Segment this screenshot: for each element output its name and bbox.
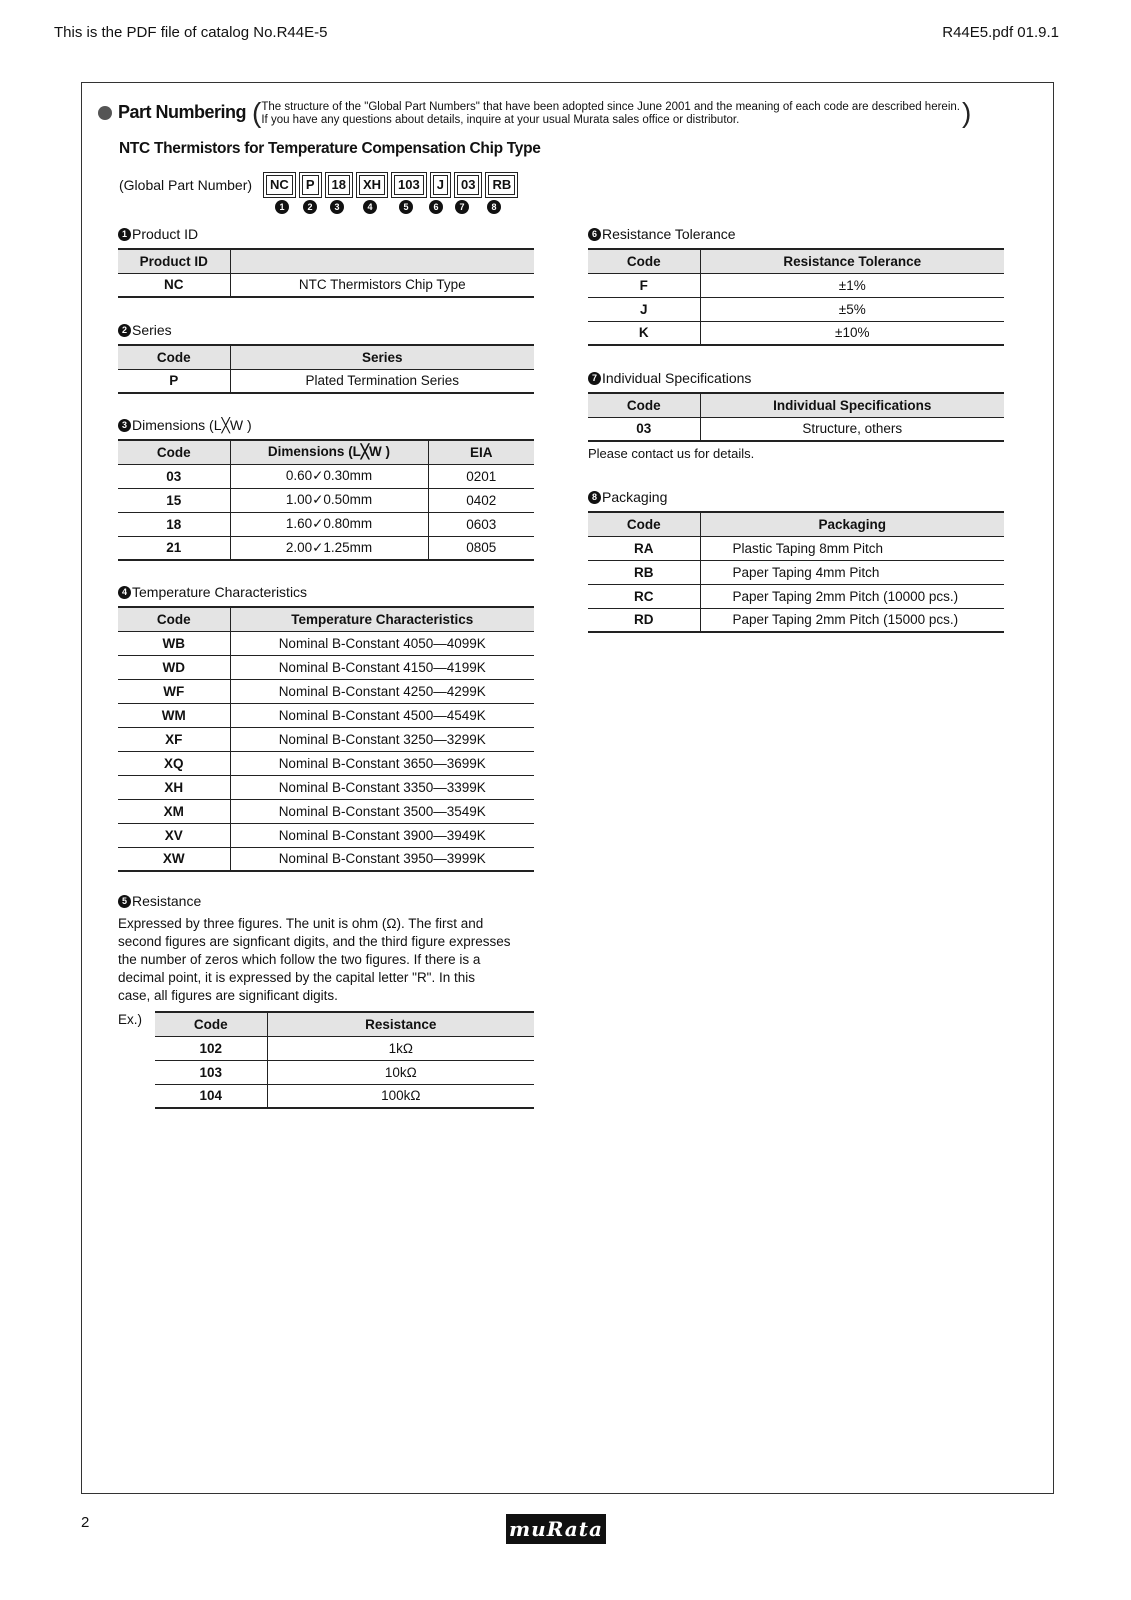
table-row bbox=[118, 488, 534, 512]
table-cell: WF bbox=[118, 679, 230, 703]
table-cell: 102 bbox=[155, 1036, 267, 1060]
packaging-table bbox=[588, 511, 1004, 633]
table-cell: RC bbox=[588, 584, 700, 608]
number-8-icon: 8 bbox=[588, 491, 601, 504]
table-header: Temperature Characteristics bbox=[230, 607, 534, 631]
table-row bbox=[118, 631, 534, 655]
resistance-table bbox=[155, 1011, 534, 1109]
table-row bbox=[118, 727, 534, 751]
section-individual bbox=[588, 368, 1004, 461]
description-line: Expressed by three figures. The unit is ohm (Ω). The first and bbox=[118, 916, 484, 931]
gpn-part: RB bbox=[488, 175, 515, 195]
table-cell: 15 bbox=[118, 488, 230, 512]
table-cell: 0201 bbox=[428, 464, 534, 488]
table-cell: WB bbox=[118, 631, 230, 655]
description-line: case, all figures are significant digits. bbox=[118, 988, 338, 1003]
gpn-part: 103 bbox=[394, 175, 424, 195]
table-cell: 10kΩ bbox=[267, 1060, 534, 1084]
table-cell: NTC Thermistors Chip Type bbox=[230, 273, 534, 297]
section-series bbox=[118, 320, 534, 394]
section-product-id bbox=[118, 224, 534, 298]
gpn-part: P bbox=[302, 175, 319, 195]
section-heading: Series bbox=[132, 322, 172, 338]
section-title bbox=[98, 97, 972, 128]
table-cell: 1.00✓0.50mm bbox=[230, 488, 428, 512]
section-resistance bbox=[118, 891, 534, 1109]
gpn-marker-7-icon: 7 bbox=[455, 200, 469, 214]
table-row bbox=[118, 751, 534, 775]
page-subtitle: NTC Thermistors for Temperature Compensation Chip Type bbox=[119, 140, 541, 157]
table-row bbox=[588, 321, 1004, 345]
table-cell: F bbox=[588, 273, 700, 297]
table-row bbox=[588, 560, 1004, 584]
page-title: Part Numbering bbox=[118, 102, 247, 122]
table-row bbox=[118, 655, 534, 679]
table-header bbox=[230, 249, 534, 273]
table-cell: 03 bbox=[118, 464, 230, 488]
table-cell: Plastic Taping 8mm Pitch bbox=[700, 536, 1004, 560]
table-cell: Nominal B-Constant 3250—3299K bbox=[230, 727, 534, 751]
table-cell: Structure, others bbox=[700, 417, 1004, 441]
table-row bbox=[588, 536, 1004, 560]
header-catalog-note: This is the PDF file of catalog No.R44E-5 bbox=[54, 24, 328, 41]
table-row bbox=[118, 847, 534, 871]
table-cell: 0805 bbox=[428, 536, 534, 560]
table-row bbox=[118, 679, 534, 703]
description-line: decimal point, it is expressed by the capital letter "R". In this bbox=[118, 970, 475, 985]
table-cell: Nominal B-Constant 4250—4299K bbox=[230, 679, 534, 703]
table-cell: Nominal B-Constant 3950—3999K bbox=[230, 847, 534, 871]
number-4-icon: 4 bbox=[118, 586, 131, 599]
section-heading: Temperature Characteristics bbox=[132, 584, 308, 600]
table-cell: XV bbox=[118, 823, 230, 847]
gpn-marker-2-icon: 2 bbox=[303, 200, 317, 214]
table-cell: 21 bbox=[118, 536, 230, 560]
table-cell: XQ bbox=[118, 751, 230, 775]
table-header: Code bbox=[118, 440, 230, 464]
table-cell: RB bbox=[588, 560, 700, 584]
close-paren: ) bbox=[961, 97, 972, 128]
title-note-1: The structure of the "Global Part Numbers" that have been adopted since June 2001 and the meaning of each code are described herein. bbox=[261, 101, 960, 113]
table-cell: XM bbox=[118, 799, 230, 823]
table-row bbox=[118, 775, 534, 799]
table-header: Dimensions (L╳W ) bbox=[230, 440, 428, 464]
description-line: second figures are signficant digits, and the third figure expresses bbox=[118, 934, 511, 949]
gpn-part: NC bbox=[266, 175, 293, 195]
gpn-part: XH bbox=[359, 175, 385, 195]
section-heading: Product ID bbox=[132, 226, 199, 242]
table-cell: XH bbox=[118, 775, 230, 799]
table-cell: K bbox=[588, 321, 700, 345]
table-cell: 0.60✓0.30mm bbox=[230, 464, 428, 488]
table-cell: Plated Termination Series bbox=[230, 369, 534, 393]
table-row bbox=[588, 297, 1004, 321]
table-header: Code bbox=[155, 1012, 267, 1036]
number-1-icon: 1 bbox=[118, 228, 131, 241]
section-heading: Resistance bbox=[132, 893, 202, 909]
table-row bbox=[155, 1060, 534, 1084]
table-cell: 0603 bbox=[428, 512, 534, 536]
gpn-part: J bbox=[433, 175, 448, 195]
table-cell: ±5% bbox=[700, 297, 1004, 321]
table-row bbox=[118, 536, 534, 560]
table-header: Individual Specifications bbox=[700, 393, 1004, 417]
table-row bbox=[588, 273, 1004, 297]
table-cell: Paper Taping 4mm Pitch bbox=[700, 560, 1004, 584]
number-7-icon: 7 bbox=[588, 372, 601, 385]
product-id-table bbox=[118, 248, 534, 298]
table-cell: 100kΩ bbox=[267, 1084, 534, 1108]
series-table bbox=[118, 344, 534, 394]
section-temperature bbox=[118, 582, 534, 872]
gpn-part: 03 bbox=[457, 175, 479, 195]
gpn-marker-6-icon: 6 bbox=[429, 200, 443, 214]
table-cell: 0402 bbox=[428, 488, 534, 512]
tolerance-table bbox=[588, 248, 1004, 346]
section-dimensions bbox=[118, 415, 534, 561]
number-6-icon: 6 bbox=[588, 228, 601, 241]
table-header: Product ID bbox=[118, 249, 230, 273]
table-cell: 03 bbox=[588, 417, 700, 441]
open-paren: ( bbox=[252, 97, 262, 128]
table-cell: Nominal B-Constant 3500—3549K bbox=[230, 799, 534, 823]
table-header: Series bbox=[230, 345, 534, 369]
table-row bbox=[155, 1084, 534, 1108]
title-note-2: If you have any questions about details, inquire at your usual Murata sales office or distributor. bbox=[261, 114, 740, 126]
table-cell: RA bbox=[588, 536, 700, 560]
number-2-icon: 2 bbox=[118, 324, 131, 337]
individual-table bbox=[588, 392, 1004, 442]
table-cell: 18 bbox=[118, 512, 230, 536]
table-cell: ±10% bbox=[700, 321, 1004, 345]
header-file-id: R44E5.pdf 01.9.1 bbox=[942, 24, 1059, 41]
table-cell: XW bbox=[118, 847, 230, 871]
table-header: Code bbox=[118, 607, 230, 631]
table-row bbox=[118, 512, 534, 536]
number-5-icon: 5 bbox=[118, 895, 131, 908]
table-cell: WM bbox=[118, 703, 230, 727]
section-heading: Dimensions (L╳W ) bbox=[132, 416, 252, 433]
table-row bbox=[118, 703, 534, 727]
table-header: EIA bbox=[428, 440, 534, 464]
section-packaging bbox=[588, 487, 1004, 633]
table-cell: XF bbox=[118, 727, 230, 751]
table-header: Code bbox=[588, 393, 700, 417]
table-cell: J bbox=[588, 297, 700, 321]
table-cell: 2.00✓1.25mm bbox=[230, 536, 428, 560]
table-row bbox=[118, 799, 534, 823]
gpn-marker-1-icon: 1 bbox=[275, 200, 289, 214]
global-part-number bbox=[119, 175, 524, 195]
table-header: Resistance Tolerance bbox=[700, 249, 1004, 273]
bullet-dot-icon bbox=[98, 106, 112, 120]
table-cell: Nominal B-Constant 4050—4099K bbox=[230, 631, 534, 655]
description-line: the number of zeros which follow the two figures. If there is a bbox=[118, 952, 481, 967]
section-tolerance bbox=[588, 224, 1004, 346]
resistance-description bbox=[118, 915, 534, 1005]
table-header: Code bbox=[588, 249, 700, 273]
table-row bbox=[588, 417, 1004, 441]
table-cell: ±1% bbox=[700, 273, 1004, 297]
table-row bbox=[118, 464, 534, 488]
section-heading: Resistance Tolerance bbox=[602, 226, 736, 242]
table-cell: RD bbox=[588, 608, 700, 632]
table-cell: 1kΩ bbox=[267, 1036, 534, 1060]
dimensions-table bbox=[118, 439, 534, 561]
table-row bbox=[118, 369, 534, 393]
table-cell: P bbox=[118, 369, 230, 393]
gpn-marker-8-icon: 8 bbox=[487, 200, 501, 214]
murata-logo: muRata bbox=[506, 1514, 606, 1544]
page-number: 2 bbox=[81, 1514, 90, 1531]
table-header: Packaging bbox=[700, 512, 1004, 536]
table-cell: Nominal B-Constant 3900—3949K bbox=[230, 823, 534, 847]
section-heading: Packaging bbox=[602, 489, 668, 505]
gpn-marker-4-icon: 4 bbox=[363, 200, 377, 214]
table-cell: Paper Taping 2mm Pitch (10000 pcs.) bbox=[700, 584, 1004, 608]
gpn-marker-3-icon: 3 bbox=[330, 200, 344, 214]
gpn-part: 18 bbox=[328, 175, 350, 195]
table-row bbox=[118, 273, 534, 297]
table-cell: 1.60✓0.80mm bbox=[230, 512, 428, 536]
table-cell: Paper Taping 2mm Pitch (15000 pcs.) bbox=[700, 608, 1004, 632]
table-row bbox=[155, 1036, 534, 1060]
example-label: Ex.) bbox=[118, 1012, 143, 1027]
table-row bbox=[118, 823, 534, 847]
table-header: Code bbox=[588, 512, 700, 536]
table-row bbox=[588, 584, 1004, 608]
section-heading: Individual Specifications bbox=[602, 370, 752, 386]
individual-note: Please contact us for details. bbox=[588, 446, 755, 461]
table-cell: WD bbox=[118, 655, 230, 679]
table-cell: Nominal B-Constant 3350—3399K bbox=[230, 775, 534, 799]
table-cell: Nominal B-Constant 4150—4199K bbox=[230, 655, 534, 679]
number-3-icon: 3 bbox=[118, 419, 131, 432]
temperature-table bbox=[118, 606, 534, 872]
table-cell: NC bbox=[118, 273, 230, 297]
title-notes bbox=[261, 101, 960, 127]
table-cell: Nominal B-Constant 4500—4549K bbox=[230, 703, 534, 727]
table-header: Resistance bbox=[267, 1012, 534, 1036]
table-cell: 104 bbox=[155, 1084, 267, 1108]
table-header: Code bbox=[118, 345, 230, 369]
gpn-label: (Global Part Number) bbox=[119, 177, 253, 193]
table-row bbox=[588, 608, 1004, 632]
table-cell: Nominal B-Constant 3650—3699K bbox=[230, 751, 534, 775]
gpn-marker-5-icon: 5 bbox=[399, 200, 413, 214]
table-cell: 103 bbox=[155, 1060, 267, 1084]
